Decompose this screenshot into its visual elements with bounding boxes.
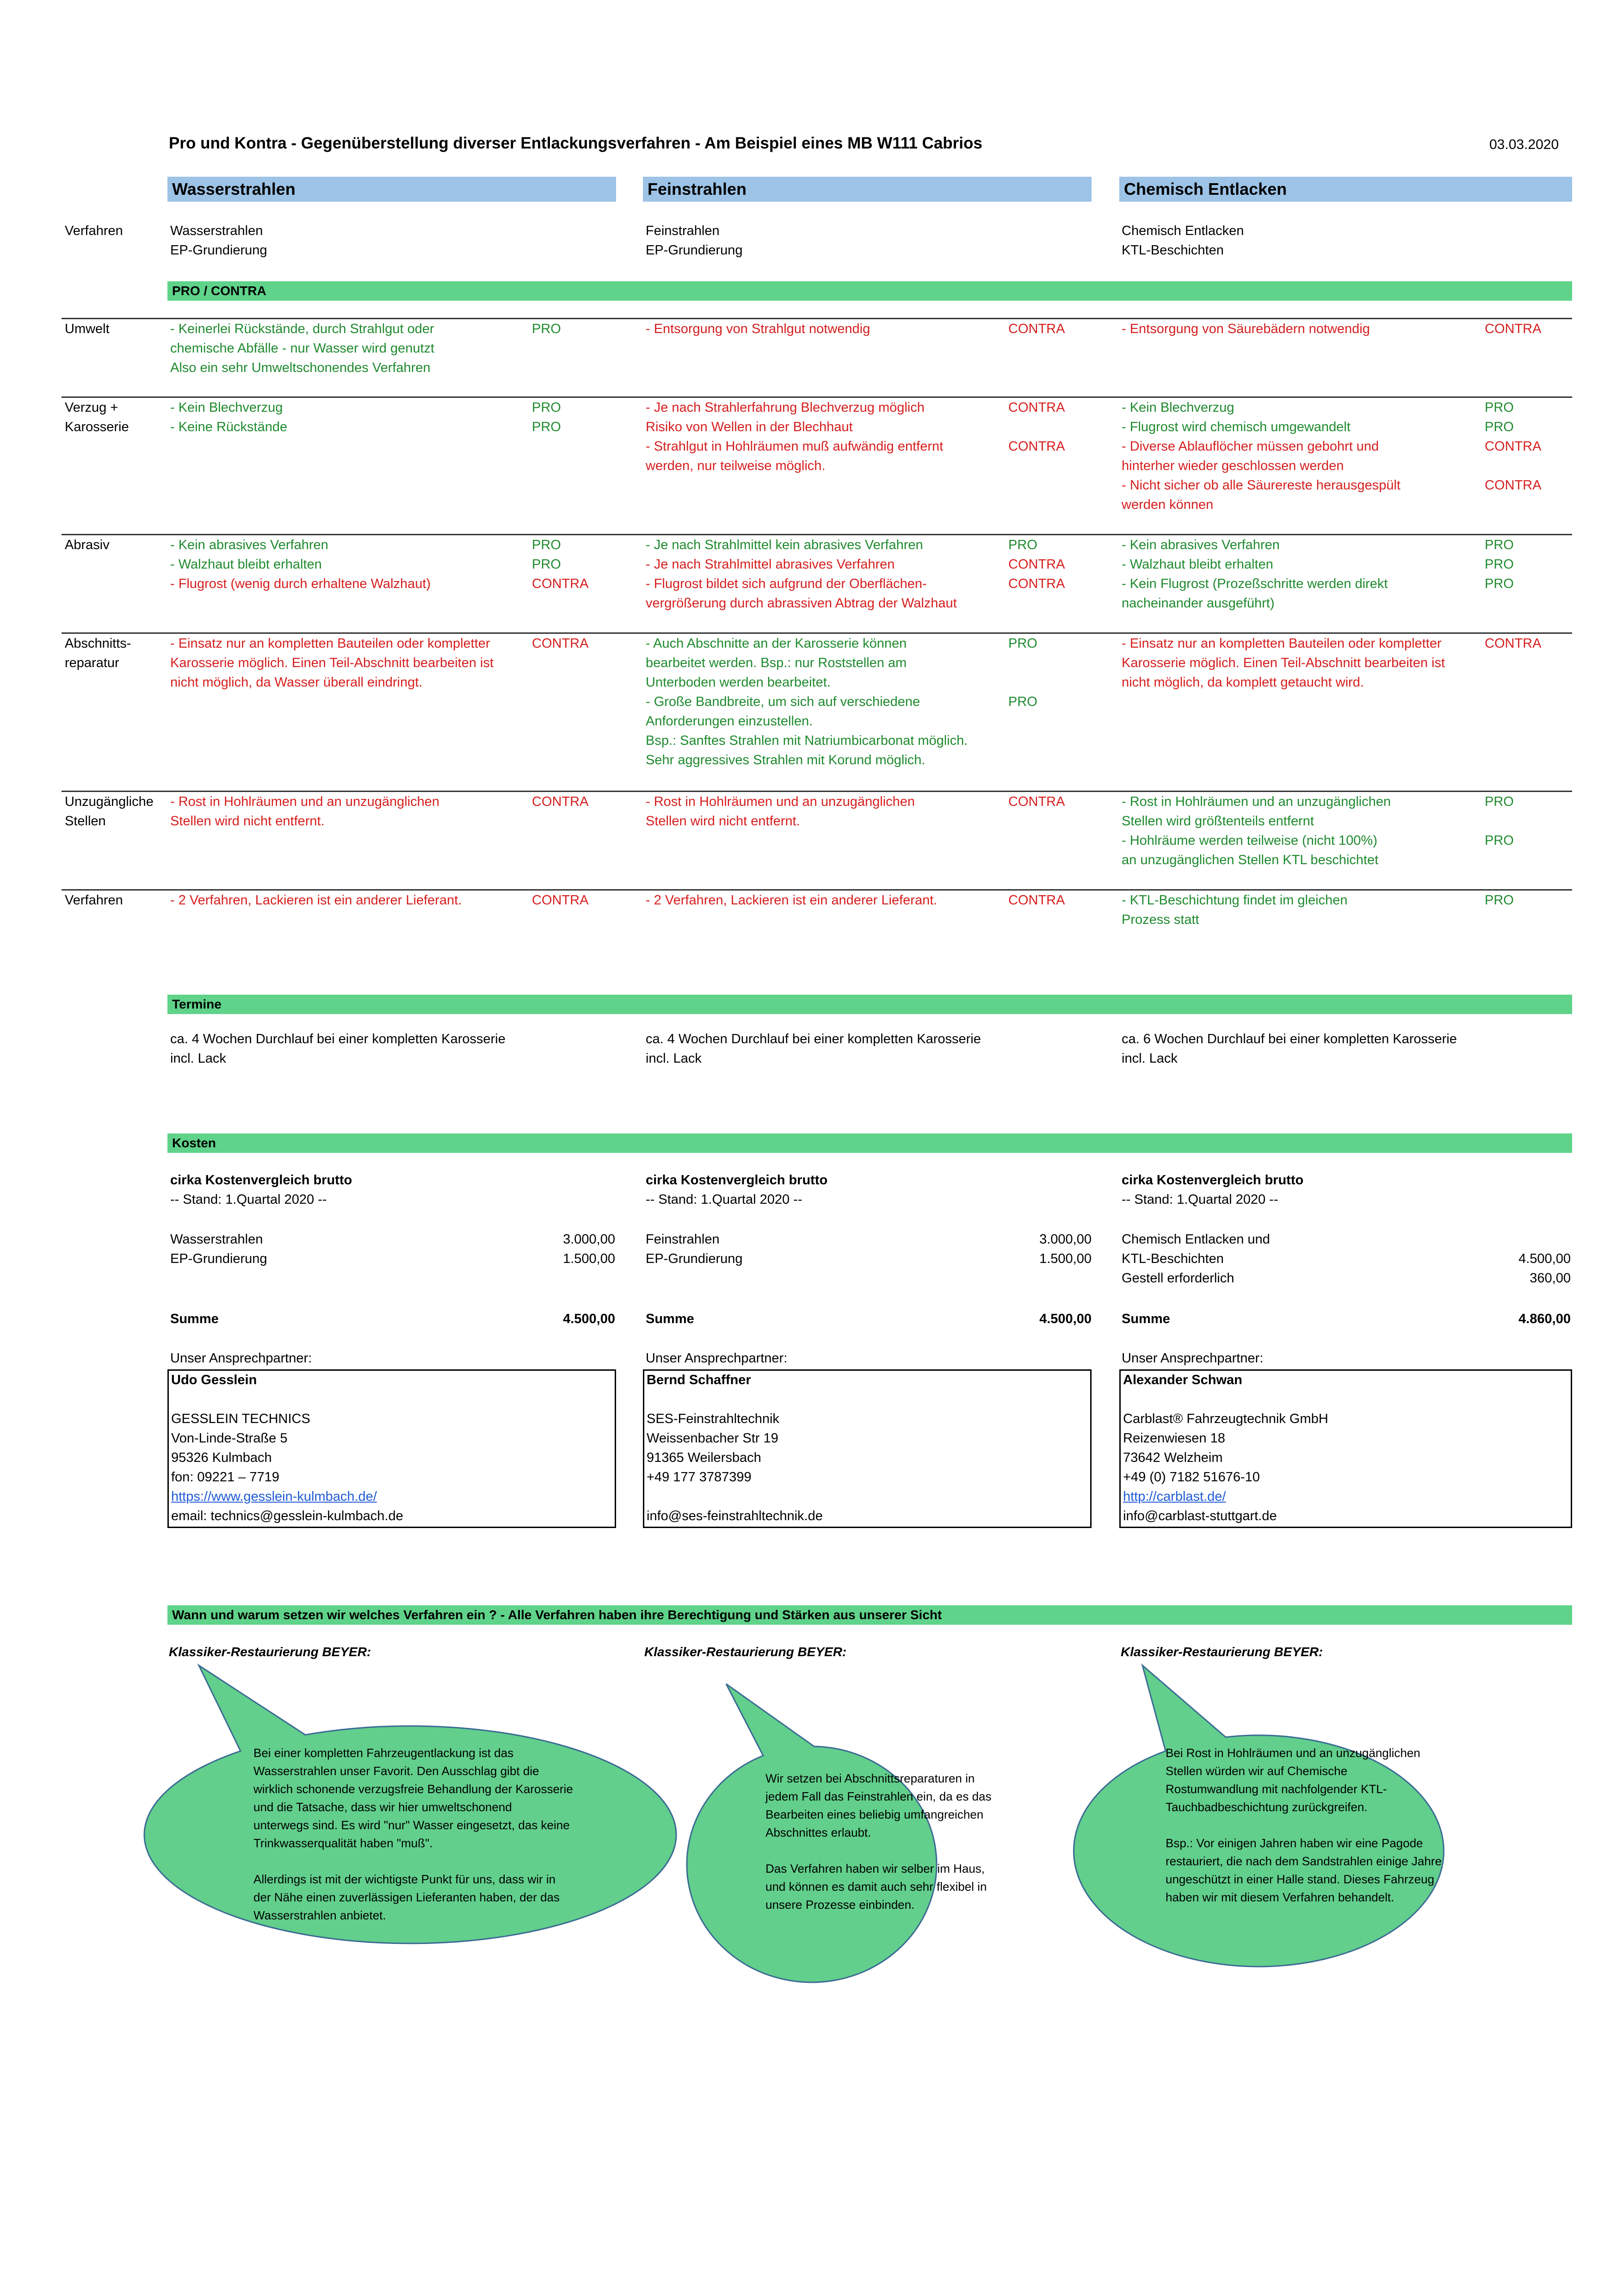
bubble-line: restauriert, die nach dem Sandstrahlen einige Jahre: [1166, 1854, 1442, 1868]
procontra-text: - Entsorgung von Strahlgut notwendig: [646, 322, 870, 336]
termine-col1-line2: incl. Lack: [170, 1051, 226, 1066]
ansprech-label-col1: Unser Ansprechpartner:: [170, 1351, 312, 1366]
termine-col2-line2: incl. Lack: [646, 1051, 702, 1066]
procontra-text: - Rost in Hohlräumen und an unzugänglichen: [646, 794, 915, 809]
contra-tag: CONTRA: [532, 893, 589, 908]
procontra-text: nicht möglich, da komplett getaucht wird.: [1122, 675, 1364, 690]
ansprech-label-col3: Unser Ansprechpartner:: [1122, 1351, 1264, 1366]
procontra-text: Risiko von Wellen in der Blechhaut: [646, 420, 853, 434]
verfahren-col1-line2: EP-Grundierung: [170, 243, 267, 258]
procontra-text: - KTL-Beschichtung findet im gleichen: [1122, 893, 1348, 908]
procontra-text: nicht möglich, da Wasser überall eindringt.: [170, 675, 423, 690]
verfahren-col2-line2: EP-Grundierung: [646, 243, 743, 258]
column-header-chemisch: Chemisch Entlacken: [1119, 177, 1572, 202]
contact-line: Reizenwiesen 18: [1123, 1431, 1225, 1446]
procontra-text: Unterboden werden bearbeitet.: [646, 675, 831, 690]
contact-email[interactable]: email: technics@gesslein-kulmbach.de: [171, 1509, 403, 1523]
procontra-text: Stellen wird nicht entfernt.: [170, 814, 325, 829]
bubble-line: der Nähe einen zuverlässigen Lieferanten haben, der das: [253, 1890, 560, 1904]
column-header-feinstrahlen: Feinstrahlen: [643, 177, 1092, 202]
bubble-line: Abschnittes erlaubt.: [765, 1826, 871, 1839]
contra-tag: CONTRA: [1008, 893, 1065, 908]
bubble-line: unsere Prozesse einbinden.: [765, 1898, 915, 1912]
procontra-text: - Nicht sicher ob alle Säurereste herausgespült: [1122, 478, 1401, 493]
bubble-line: Bearbeiten eines beliebig umfangreichen: [765, 1807, 984, 1821]
bubble-line: Das Verfahren haben wir selber im Haus,: [765, 1862, 985, 1875]
contact-line: Carblast® Fahrzeugtechnik GmbH: [1123, 1411, 1328, 1426]
cost-item-value: 4.500,00: [1518, 1251, 1571, 1266]
contact-name: Bernd Schaffner: [647, 1373, 751, 1387]
row-label: Abschnitts-: [65, 636, 131, 651]
procontra-text: Karosserie möglich. Einen Teil-Abschnitt bearbeiten ist: [1122, 656, 1445, 670]
contact-name: Udo Gesslein: [171, 1373, 257, 1387]
contra-tag: CONTRA: [1008, 794, 1065, 809]
contact-phone: +49 177 3787399: [647, 1470, 752, 1485]
row-label: Umwelt: [65, 322, 110, 336]
row-label: Stellen: [65, 814, 106, 829]
cost-item-value: 1.500,00: [563, 1251, 615, 1266]
contra-tag: CONTRA: [1485, 322, 1542, 336]
procontra-text: - 2 Verfahren, Lackieren ist ein anderer Lieferant.: [170, 893, 462, 908]
contra-tag: CONTRA: [1485, 478, 1542, 493]
row-label: Karosserie: [65, 420, 129, 434]
procontra-text: - Keine Rückstände: [170, 420, 288, 434]
contra-tag: CONTRA: [1008, 557, 1065, 572]
row-label: reparatur: [65, 656, 119, 670]
procontra-text: - Kein Flugrost (Prozeßschritte werden direkt: [1122, 576, 1388, 591]
page-title: Pro und Kontra - Gegenüberstellung diverser Entlackungsverfahren - Am Beispiel eines MB W111 Cabrios: [169, 134, 982, 152]
cost-item-label: Feinstrahlen: [646, 1232, 720, 1247]
pro-tag: PRO: [1485, 420, 1514, 434]
bubble-line: haben wir mit diesem Verfahren behandelt.: [1166, 1890, 1395, 1904]
summe-value-col3: 4.860,00: [1518, 1312, 1571, 1326]
bubble-line: ungeschützt in einer Halle stand. Dieses Fahrzeug: [1166, 1872, 1434, 1886]
cost-item-label: KTL-Beschichten: [1122, 1251, 1224, 1266]
termine-col2-line1: ca. 4 Wochen Durchlauf bei einer kompletten Karosserie: [646, 1032, 981, 1046]
cost-item-label: Chemisch Entlacken und: [1122, 1232, 1270, 1247]
procontra-text: - Rost in Hohlräumen und an unzugänglichen: [170, 794, 439, 809]
pro-tag: PRO: [1485, 893, 1514, 908]
contact-name: Alexander Schwan: [1123, 1373, 1242, 1387]
contra-tag: CONTRA: [532, 794, 589, 809]
procontra-text: - Je nach Strahlerfahrung Blechverzug möglich: [646, 400, 925, 415]
procontra-text: - Diverse Ablauflöcher müssen gebohrt und: [1122, 439, 1379, 454]
beyer-label-col3: Klassiker-Restaurierung BEYER:: [1121, 1645, 1323, 1659]
verfahren-col2-line1: Feinstrahlen: [646, 223, 720, 238]
pro-tag: PRO: [1485, 400, 1514, 415]
procontra-text: - Flugrost bildet sich aufgrund der Oberflächen-: [646, 576, 927, 591]
cost-item-label: EP-Grundierung: [646, 1251, 743, 1266]
bubble-line: Rostumwandlung mit nachfolgender KTL-: [1166, 1782, 1387, 1796]
pro-tag: PRO: [1008, 694, 1037, 709]
bubble-text-1: [253, 1744, 614, 1925]
termine-col3-line1: ca. 6 Wochen Durchlauf bei einer kompletten Karosserie: [1122, 1032, 1457, 1046]
pro-tag: PRO: [1485, 538, 1514, 552]
kosten-heading-col2: cirka Kostenvergleich brutto: [646, 1173, 828, 1188]
kosten-heading-col3: cirka Kostenvergleich brutto: [1122, 1173, 1304, 1188]
contra-tag: CONTRA: [1008, 400, 1065, 415]
contact-line: Von-Linde-Straße 5: [171, 1431, 288, 1446]
cost-item-value: 360,00: [1530, 1271, 1571, 1286]
procontra-text: - 2 Verfahren, Lackieren ist ein anderer Lieferant.: [646, 893, 938, 908]
wann-band: Wann und warum setzen wir welches Verfahren ein ? - Alle Verfahren haben ihre Berechtigung und Stärken aus unserer Sicht: [167, 1605, 1572, 1625]
procontra-text: - Flugrost wird chemisch umgewandelt: [1122, 420, 1351, 434]
contra-tag: CONTRA: [1008, 576, 1065, 591]
contra-tag: CONTRA: [1485, 636, 1542, 651]
procontra-text: - Strahlgut in Hohlräumen muß aufwändig entfernt: [646, 439, 944, 454]
bubble-line: [765, 1842, 1024, 1860]
termine-col3-line2: incl. Lack: [1122, 1051, 1178, 1066]
contact-website-link[interactable]: http://carblast.de/: [1123, 1489, 1226, 1504]
procontra-text: Stellen wird größtenteils entfernt: [1122, 814, 1314, 829]
row-label: Verfahren: [65, 893, 123, 908]
procontra-text: - Flugrost (wenig durch erhaltene Walzhaut): [170, 576, 431, 591]
procontra-text: werden können: [1122, 497, 1214, 512]
procontra-text: - Je nach Strahlmittel abrasives Verfahren: [646, 557, 895, 572]
procontra-text: Sehr aggressives Strahlen mit Korund möglich.: [646, 753, 926, 767]
beyer-label-col2: Klassiker-Restaurierung BEYER:: [644, 1645, 847, 1659]
contra-tag: CONTRA: [532, 636, 589, 651]
cost-item-label: Wasserstrahlen: [170, 1232, 263, 1247]
procontra-text: Stellen wird nicht entfernt.: [646, 814, 800, 829]
contact-line: 95326 Kulmbach: [171, 1450, 272, 1465]
contact-email[interactable]: info@carblast-stuttgart.de: [1123, 1509, 1277, 1523]
procontra-text: an unzugänglichen Stellen KTL beschichtet: [1122, 853, 1379, 867]
contact-website-link[interactable]: https://www.gesslein-kulmbach.de/: [171, 1489, 377, 1504]
bubble-line: Bsp.: Vor einigen Jahren haben wir eine Pagode: [1166, 1836, 1423, 1850]
procontra-text: - Walzhaut bleibt erhalten: [1122, 557, 1273, 572]
procontra-text: Anforderungen einzustellen.: [646, 714, 813, 729]
contra-tag: CONTRA: [1008, 439, 1065, 454]
procontra-text: - Einsatz nur an kompletten Bauteilen oder kompletter: [170, 636, 490, 651]
kosten-band: Kosten: [167, 1133, 1572, 1153]
contra-tag: CONTRA: [1485, 439, 1542, 454]
row-label: Abrasiv: [65, 538, 110, 552]
summe-label-col1: Summe: [170, 1312, 219, 1326]
column-header-wasserstrahlen: Wasserstrahlen: [167, 177, 616, 202]
bubble-line: Tauchbadbeschichtung zurückgreifen.: [1166, 1800, 1368, 1814]
pro-tag: PRO: [532, 322, 561, 336]
procontra-text: - Keinerlei Rückstände, durch Strahlgut oder: [170, 322, 434, 336]
bubble-text-2: [765, 1770, 1024, 1914]
row-label: Verzug +: [65, 400, 118, 415]
kosten-stand-col2: -- Stand: 1.Quartal 2020 --: [646, 1192, 802, 1207]
procontra-text: - Kein Blechverzug: [170, 400, 283, 415]
cost-item-label: Gestell erforderlich: [1122, 1271, 1234, 1286]
procontra-text: Also ein sehr Umweltschonendes Verfahren: [170, 360, 431, 375]
kosten-stand-col1: -- Stand: 1.Quartal 2020 --: [170, 1192, 327, 1207]
termine-band: Termine: [167, 995, 1572, 1014]
bubble-line: [253, 1852, 614, 1870]
contact-line: 91365 Weilersbach: [647, 1450, 761, 1465]
bubble-line: Wir setzen bei Abschnittsreparaturen in: [765, 1771, 975, 1785]
procontra-text: - Entsorgung von Säurebädern notwendig: [1122, 322, 1370, 336]
bubble-line: Allerdings ist mit der wichtigste Punkt für uns, dass wir in: [253, 1872, 556, 1886]
procontra-text: hinterher wieder geschlossen werden: [1122, 458, 1344, 473]
contact-line: GESSLEIN TECHNICS: [171, 1411, 310, 1426]
pro-tag: PRO: [1008, 636, 1037, 651]
procontra-text: nacheinander ausgeführt): [1122, 596, 1275, 611]
contra-tag: CONTRA: [532, 576, 589, 591]
procontra-text: - Hohlräume werden teilweise (nicht 100%): [1122, 833, 1377, 848]
procontra-text: - Auch Abschnitte an der Karosserie können: [646, 636, 907, 651]
procontra-band: PRO / CONTRA: [167, 281, 1572, 301]
procontra-text: chemische Abfälle - nur Wasser wird genutzt: [170, 341, 435, 356]
pro-tag: PRO: [1485, 557, 1514, 572]
bubble-line: wirklich schonende verzugsfreie Behandlung der Karosserie: [253, 1782, 573, 1796]
bubble-line: Wasserstrahlen unser Favorit. Den Ausschlag gibt die: [253, 1764, 539, 1778]
beyer-label-col1: Klassiker-Restaurierung BEYER:: [169, 1645, 371, 1659]
cost-item-value: 3.000,00: [563, 1232, 615, 1247]
procontra-text: Bsp.: Sanftes Strahlen mit Natriumbicarbonat möglich.: [646, 733, 968, 748]
row-label: Unzugängliche: [65, 794, 154, 809]
verfahren-col3-line1: Chemisch Entlacken: [1122, 223, 1244, 238]
bubble-line: Bei einer kompletten Fahrzeugentlackung ist das: [253, 1746, 514, 1760]
termine-col1-line1: ca. 4 Wochen Durchlauf bei einer kompletten Karosserie: [170, 1032, 506, 1046]
procontra-text: - Einsatz nur an kompletten Bauteilen oder kompletter: [1122, 636, 1442, 651]
contact-line: SES-Feinstrahltechnik: [647, 1411, 779, 1426]
contact-phone: +49 (0) 7182 51676-10: [1123, 1470, 1260, 1485]
ansprech-label-col2: Unser Ansprechpartner:: [646, 1351, 788, 1366]
contact-line: Weissenbacher Str 19: [647, 1431, 778, 1446]
pro-tag: PRO: [532, 420, 561, 434]
document-date: 03.03.2020: [1489, 137, 1559, 152]
cost-item-label: EP-Grundierung: [170, 1251, 267, 1266]
bubble-line: Trinkwasserqualität haben "muß".: [253, 1836, 433, 1850]
bubble-line: und die Tatsache, dass wir hier umweltschonend: [253, 1800, 512, 1814]
summe-value-col2: 4.500,00: [1039, 1312, 1092, 1326]
procontra-text: - Große Bandbreite, um sich auf verschiedene: [646, 694, 920, 709]
row-label-verfahren: Verfahren: [65, 223, 123, 238]
procontra-text: bearbeitet werden. Bsp.: nur Roststellen am: [646, 656, 907, 670]
verfahren-col3-line2: KTL-Beschichten: [1122, 243, 1224, 258]
pro-tag: PRO: [1485, 576, 1514, 591]
bubble-line: [1166, 1816, 1499, 1834]
pro-tag: PRO: [532, 538, 561, 552]
kosten-heading-col1: cirka Kostenvergleich brutto: [170, 1173, 352, 1188]
procontra-text: Prozess statt: [1122, 912, 1199, 927]
kosten-stand-col3: -- Stand: 1.Quartal 2020 --: [1122, 1192, 1278, 1207]
bubble-line: Bei Rost in Hohlräumen und an unzugänglichen: [1166, 1746, 1420, 1760]
procontra-text: werden, nur teilweise möglich.: [646, 458, 826, 473]
verfahren-col1-line1: Wasserstrahlen: [170, 223, 263, 238]
procontra-text: - Walzhaut bleibt erhalten: [170, 557, 322, 572]
procontra-text: vergrößerung durch abrassiven Abtrag der Walzhaut: [646, 596, 957, 611]
pro-tag: PRO: [1485, 794, 1514, 809]
cost-item-value: 1.500,00: [1039, 1251, 1092, 1266]
procontra-text: - Rost in Hohlräumen und an unzugänglichen: [1122, 794, 1391, 809]
pro-tag: PRO: [1485, 833, 1514, 848]
summe-label-col3: Summe: [1122, 1312, 1170, 1326]
cost-item-value: 3.000,00: [1039, 1232, 1092, 1247]
pro-tag: PRO: [1008, 538, 1037, 552]
contact-line: 73642 Welzheim: [1123, 1450, 1223, 1465]
pro-tag: PRO: [532, 400, 561, 415]
procontra-text: - Kein abrasives Verfahren: [1122, 538, 1280, 552]
procontra-text: Karosserie möglich. Einen Teil-Abschnitt bearbeiten ist: [170, 656, 494, 670]
procontra-text: - Je nach Strahlmittel kein abrasives Verfahren: [646, 538, 923, 552]
summe-label-col2: Summe: [646, 1312, 694, 1326]
bubble-line: Stellen würden wir auf Chemische: [1166, 1764, 1348, 1778]
procontra-text: - Kein Blechverzug: [1122, 400, 1234, 415]
bubble-line: und können es damit auch sehr flexibel in: [765, 1880, 987, 1894]
procontra-text: - Kein abrasives Verfahren: [170, 538, 328, 552]
bubble-line: jedem Fall das Feinstrahlen ein, da es das: [765, 1789, 992, 1803]
bubble-text-3: [1166, 1744, 1499, 1906]
bubble-line: Wasserstrahlen anbietet.: [253, 1908, 386, 1922]
contra-tag: CONTRA: [1008, 322, 1065, 336]
summe-value-col1: 4.500,00: [563, 1312, 615, 1326]
pro-tag: PRO: [532, 557, 561, 572]
contact-email[interactable]: info@ses-feinstrahltechnik.de: [647, 1509, 823, 1523]
contact-phone: fon: 09221 – 7719: [171, 1470, 279, 1485]
bubble-line: unterwegs sind. Es wird "nur" Wasser eingesetzt, das keine: [253, 1818, 570, 1832]
